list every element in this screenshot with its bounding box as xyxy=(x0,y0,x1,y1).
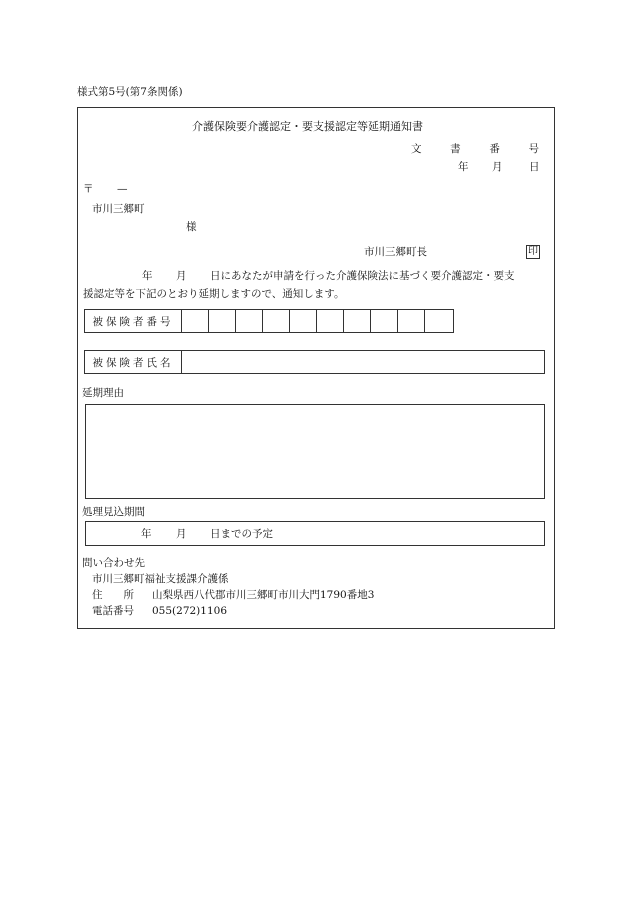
insured-number-digit-cell[interactable] xyxy=(425,310,453,332)
recipient-town: 市川三郷町 xyxy=(92,203,145,215)
insured-number-digit-cell[interactable] xyxy=(182,310,209,332)
contact-tel-label: 電話番号 xyxy=(92,605,134,617)
issue-day-label: 日 xyxy=(529,161,540,173)
delay-reason-label: 延期理由 xyxy=(82,387,124,399)
period-month-label: 月 xyxy=(176,528,187,540)
insured-number-digit-cell[interactable] xyxy=(290,310,317,332)
recipient-honorific: 様 xyxy=(186,221,197,233)
document-number-label xyxy=(411,144,539,155)
issue-month-label: 月 xyxy=(492,161,503,173)
body-year-label: 年 xyxy=(142,270,153,282)
contact-heading: 問い合わせ先 xyxy=(82,557,145,569)
doc-number-char: 書 xyxy=(450,143,461,155)
postal-mark: 〒 xyxy=(83,183,94,195)
insured-number-digit-cell[interactable] xyxy=(371,310,398,332)
doc-number-char: 文 xyxy=(411,143,422,155)
period-year-label: 年 xyxy=(141,528,152,540)
contact-department: 市川三郷町福祉支援課介護係 xyxy=(92,573,229,585)
body-text-line-2: 援認定等を下記のとおり延期しますので、通知します。 xyxy=(83,288,345,300)
doc-number-char: 番 xyxy=(489,143,500,155)
body-text-line-1: 日にあなたが申請を行った介護保険法に基づく要介護認定・要支 xyxy=(210,270,515,282)
form-number-label: 様式第5号(第7条関係) xyxy=(77,86,183,98)
document-title: 介護保険要介護認定・要支援認定等延期通知書 xyxy=(192,120,423,133)
insured-number-digit-cell[interactable] xyxy=(344,310,371,332)
body-month-label: 月 xyxy=(176,270,187,282)
insured-number-label: 被保険者番号 xyxy=(85,310,182,332)
issue-year-label: 年 xyxy=(458,161,469,173)
contact-address-value: 山梨県西八代郡市川三郷町市川大門1790番地3 xyxy=(152,589,375,601)
insured-number-digit-cell[interactable] xyxy=(209,310,236,332)
contact-address-label: 住 所 xyxy=(92,589,134,601)
insured-number-box xyxy=(84,309,454,333)
insured-number-digit-cell[interactable] xyxy=(263,310,290,332)
insured-number-digit-cell[interactable] xyxy=(317,310,344,332)
insured-number-digit-cell[interactable] xyxy=(236,310,263,332)
processing-period-box xyxy=(85,521,545,546)
insured-name-label: 被保険者氏名 xyxy=(85,351,182,373)
postal-dash: — xyxy=(117,183,128,195)
processing-period-label: 処理見込期間 xyxy=(82,506,145,518)
delay-reason-field[interactable] xyxy=(85,404,545,499)
seal-mark: 印 xyxy=(528,246,538,257)
doc-number-char: 号 xyxy=(528,143,539,155)
insured-number-digit-cell[interactable] xyxy=(398,310,425,332)
insured-name-box xyxy=(84,350,545,374)
sender-title: 市川三郷町長 xyxy=(364,246,427,258)
contact-tel-value: 055(272)1106 xyxy=(152,605,227,617)
period-tail-text: 日までの予定 xyxy=(210,528,273,540)
